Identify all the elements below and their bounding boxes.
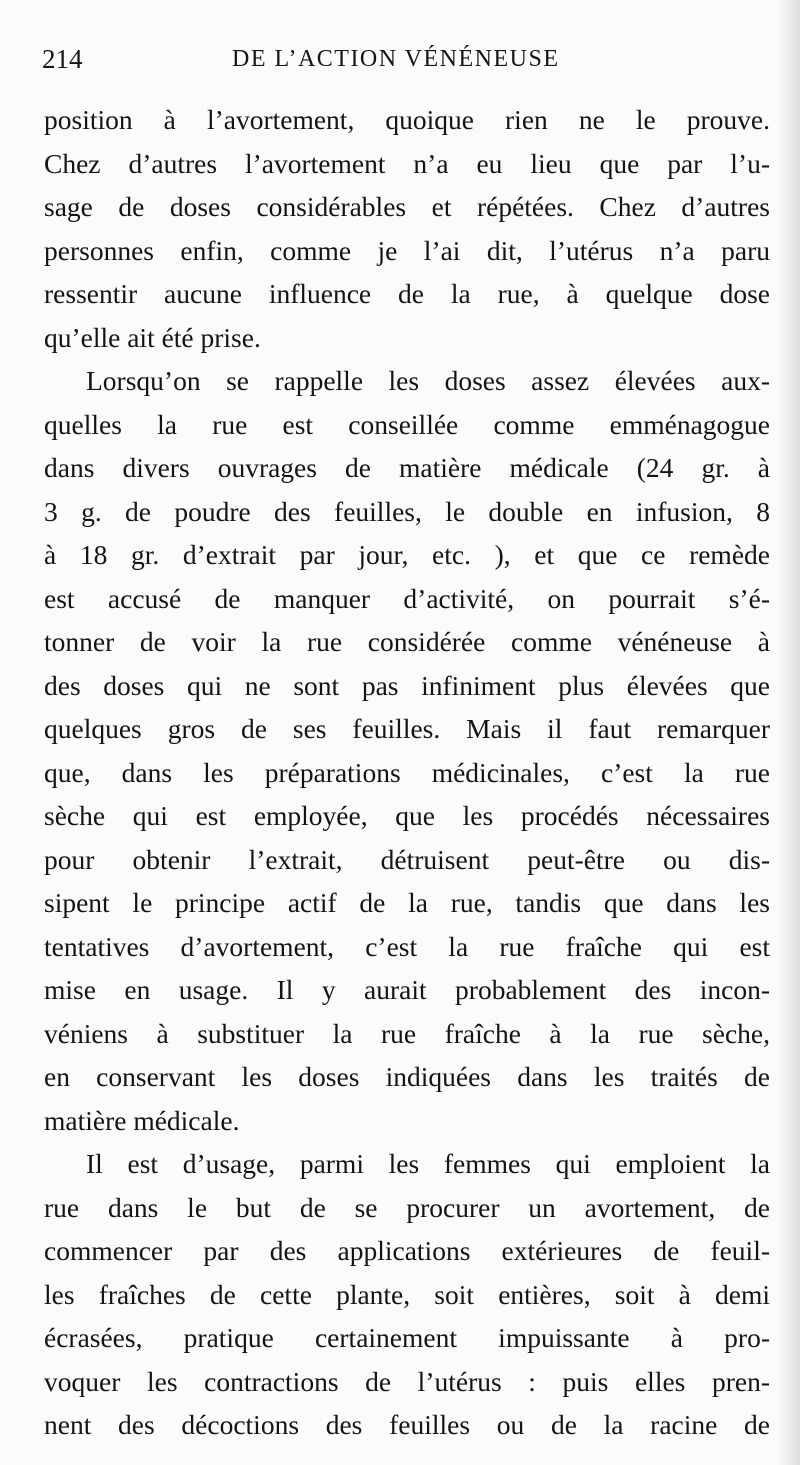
text-line: mise en usage. Il y aurait probablement des incon-: [44, 974, 770, 1005]
text-line: quelles la rue est conseillée comme emménagogue: [44, 408, 770, 440]
body-text: [44, 98, 770, 1447]
text-line: dans divers ouvrages de matière médicale (24 gr. à: [44, 452, 770, 483]
running-title: DE L’ACTION VÉNÉNEUSE: [232, 46, 560, 72]
text-line: sipent le principe actif de la rue, tandis que dans les: [44, 887, 770, 918]
paragraph-start-line: Lorsqu’on se rappelle les doses assez élevées aux-: [86, 365, 770, 396]
text-line: est accusé de manquer d’activité, on pourrait s’é-: [44, 582, 770, 614]
text-line: véniens à substituer la rue fraîche à la rue sèche,: [44, 1017, 770, 1049]
text-line: à 18 gr. d’extrait par jour, etc. ), et que ce remède: [44, 539, 770, 570]
text-line: rue dans le but de se procurer un avortement, de: [44, 1191, 770, 1223]
text-line: écrasées, pratique certainement impuissante à pro-: [44, 1322, 770, 1353]
text-line: sèche qui est employée, que les procédés nécessaires: [44, 800, 770, 831]
text-line: des doses qui ne sont pas infiniment plus élevées que: [44, 669, 770, 701]
paragraph-start-line: Il est d’usage, parmi les femmes qui emploient la: [86, 1148, 770, 1179]
text-line: tonner de voir la rue considérée comme vénéneuse à: [44, 626, 770, 657]
text-line: pour obtenir l’extrait, détruisent peut-être ou dis-: [44, 843, 770, 875]
paragraph-end-line: matière médicale.: [44, 1104, 240, 1136]
text-line: que, dans les préparations médicinales, c’est la rue: [44, 756, 770, 788]
text-line: Chez d’autres l’avortement n’a eu lieu que par l’u-: [44, 147, 770, 179]
page-edge-shadow: [778, 0, 800, 1465]
text-line: nent des décoctions des feuilles ou de la racine de: [44, 1409, 770, 1440]
page-header: [42, 44, 770, 84]
text-line: voquer les contractions de l’utérus : puis elles pren-: [44, 1365, 770, 1397]
paragraph-end-line: qu’elle ait été prise.: [44, 321, 261, 353]
text-line: sage de doses considérables et répétées. Chez d’autres: [44, 191, 770, 222]
text-line: tentatives d’avortement, c’est la rue fraîche qui est: [44, 930, 770, 962]
text-line: 3 g. de poudre des feuilles, le double en infusion, 8: [44, 495, 770, 527]
text-line: position à l’avortement, quoique rien ne le prouve.: [44, 104, 770, 135]
text-line: commencer par des applications extérieures de feuil-: [44, 1235, 770, 1266]
text-line: les fraîches de cette plante, soit entières, soit à demi: [44, 1278, 770, 1310]
text-line: quelques gros de ses feuilles. Mais il faut remarquer: [44, 713, 770, 744]
text-line: ressentir aucune influence de la rue, à quelque dose: [44, 278, 770, 309]
text-line: personnes enfin, comme je l’ai dit, l’utérus n’a paru: [44, 234, 770, 266]
page-number: 214: [42, 44, 83, 74]
text-line: en conservant les doses indiquées dans les traités de: [44, 1061, 770, 1092]
